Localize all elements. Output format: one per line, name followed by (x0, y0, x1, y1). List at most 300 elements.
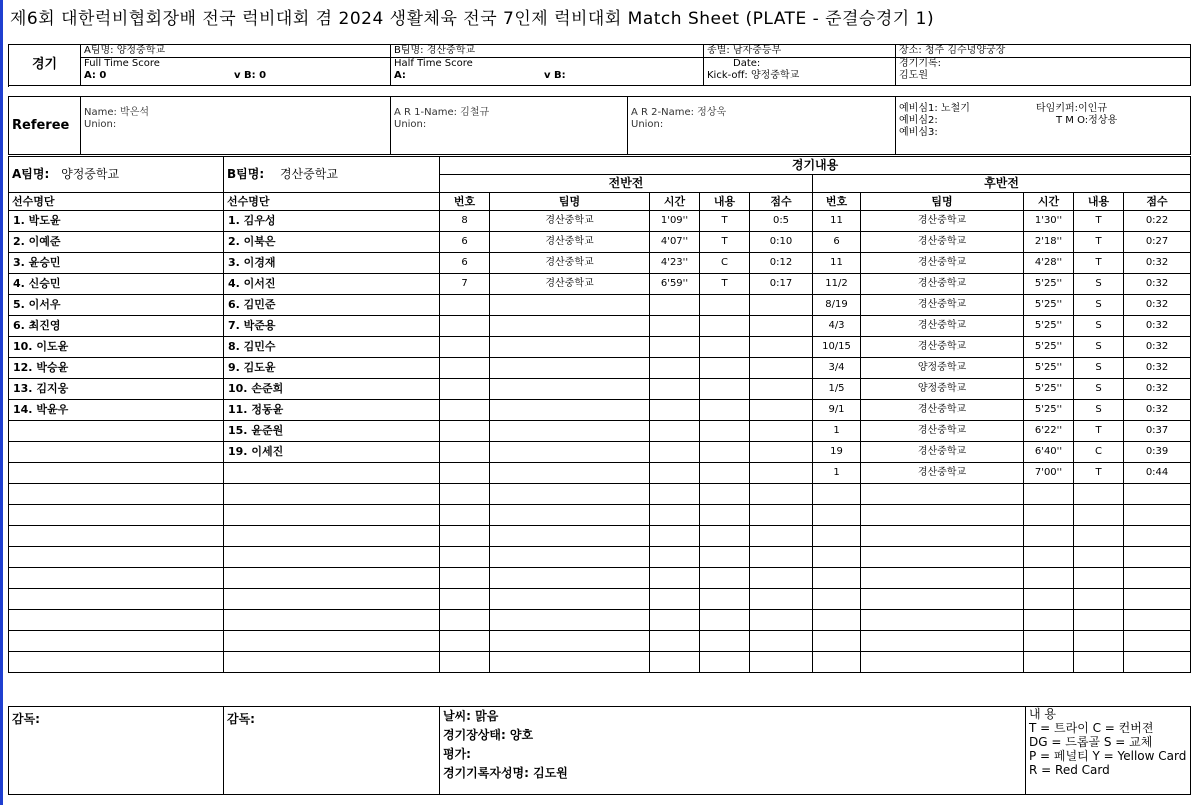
team-a-name: 양정중학교 (61, 167, 120, 181)
conditions-cell (440, 707, 1026, 795)
first-half-number (440, 610, 490, 631)
player-b: 15. 윤준원 (224, 421, 440, 442)
second-half-score (1124, 652, 1191, 673)
player-b: 4. 이서진 (224, 274, 440, 295)
first-half-score (750, 358, 813, 379)
recorder: 경기기록자성명: 김도원 (443, 766, 568, 780)
second-half-event: C (1074, 442, 1124, 463)
first-half-event (700, 295, 750, 316)
second-half-time: 6'40'' (1024, 442, 1074, 463)
first-half-team (490, 400, 650, 421)
first-half-time (650, 484, 700, 505)
second-half-number: 3/4 (813, 358, 861, 379)
legend-1: T = 트라이 C = 컨버젼 (1029, 721, 1154, 735)
second-half-score: 0:32 (1124, 316, 1191, 337)
second-half-event: S (1074, 337, 1124, 358)
legend-3: P = 페널티 Y = Yellow Card (1029, 749, 1187, 763)
first-half-team (490, 526, 650, 547)
second-half-event: S (1074, 274, 1124, 295)
first-half-team (490, 631, 650, 652)
second-half-event (1074, 631, 1124, 652)
second-half-event (1074, 547, 1124, 568)
reserve-2: 예비심2: (899, 115, 938, 126)
first-half-score: 0:10 (750, 232, 813, 253)
second-half-team: 경산중학교 (861, 400, 1024, 421)
first-half-score (750, 484, 813, 505)
second-half-time: 5'25'' (1024, 337, 1074, 358)
player-b: 10. 손준희 (224, 379, 440, 400)
second-half-team: 경산중학교 (861, 274, 1024, 295)
second-half-event: S (1074, 358, 1124, 379)
first-half-time: 4'07'' (650, 232, 700, 253)
player-a: 13. 김지웅 (9, 379, 224, 400)
first-half-time (650, 358, 700, 379)
referee-union: Union: (84, 119, 117, 130)
referee-cell (81, 97, 391, 155)
table-row (9, 316, 1191, 337)
first-half-event (700, 316, 750, 337)
player-b: 2. 이북은 (224, 232, 440, 253)
roster-b-label: 선수명단 (224, 193, 440, 211)
first-half-team (490, 421, 650, 442)
second-half-score (1124, 568, 1191, 589)
player-a: 1. 박도윤 (9, 211, 224, 232)
ar1-cell (391, 97, 628, 155)
table-row (9, 568, 1191, 589)
first-half-number (440, 505, 490, 526)
first-half-event (700, 379, 750, 400)
second-half-team: 경산중학교 (861, 316, 1024, 337)
first-half-col-4: 점수 (750, 193, 813, 211)
first-half-team (490, 358, 650, 379)
first-half-team (490, 316, 650, 337)
left-border-bar (0, 0, 3, 805)
first-half-score: 0:12 (750, 253, 813, 274)
first-half-time (650, 295, 700, 316)
first-half-time (650, 526, 700, 547)
player-b: 3. 이경재 (224, 253, 440, 274)
first-half-score (750, 421, 813, 442)
roster-score-table (8, 156, 1191, 673)
player-a (9, 631, 224, 652)
first-half-event (700, 589, 750, 610)
weather: 날씨: 맑음 (443, 709, 499, 723)
first-half-number (440, 652, 490, 673)
player-a (9, 484, 224, 505)
full-time-label: Full Time Score (84, 58, 160, 69)
second-half-time: 5'25'' (1024, 274, 1074, 295)
player-a (9, 652, 224, 673)
second-half-score (1124, 610, 1191, 631)
second-half-time: 5'25'' (1024, 316, 1074, 337)
half-time-label: Half Time Score (394, 58, 473, 69)
first-half-team (490, 568, 650, 589)
second-half-number (813, 652, 861, 673)
second-half-time: 5'25'' (1024, 295, 1074, 316)
second-half-time (1024, 568, 1074, 589)
ar2-union: Union: (631, 119, 664, 130)
ar1-union: Union: (394, 119, 427, 130)
second-half-number: 6 (813, 232, 861, 253)
player-b (224, 610, 440, 631)
first-half-number: 7 (440, 274, 490, 295)
second-half-score: 0:32 (1124, 274, 1191, 295)
team-a-header (9, 157, 224, 193)
full-time-score (81, 58, 391, 86)
second-half-number (813, 610, 861, 631)
first-half-time (650, 316, 700, 337)
roster-a-label: 선수명단 (9, 193, 224, 211)
first-half-score (750, 547, 813, 568)
half-time-b: v B: (544, 70, 566, 81)
first-half-number (440, 463, 490, 484)
second-half-team (861, 526, 1024, 547)
first-half-team (490, 505, 650, 526)
full-time-b: v B: 0 (234, 70, 267, 81)
first-half-header: 전반전 (440, 175, 813, 193)
player-a (9, 463, 224, 484)
legend-4: R = Red Card (1029, 763, 1110, 777)
second-half-score: 0:32 (1124, 400, 1191, 421)
first-half-number (440, 589, 490, 610)
second-half-team (861, 610, 1024, 631)
second-half-team: 경산중학교 (861, 295, 1024, 316)
second-half-team: 경산중학교 (861, 211, 1024, 232)
first-half-time (650, 421, 700, 442)
reserve-1: 예비심1: 노철기 (899, 103, 970, 114)
player-a (9, 421, 224, 442)
player-a (9, 589, 224, 610)
table-row (9, 631, 1191, 652)
player-a: 10. 이도윤 (9, 337, 224, 358)
first-half-team (490, 295, 650, 316)
first-half-number (440, 337, 490, 358)
second-half-score: 0:44 (1124, 463, 1191, 484)
first-half-team (490, 610, 650, 631)
second-half-time: 7'00'' (1024, 463, 1074, 484)
legend-2: DG = 드롭골 S = 교체 (1029, 735, 1153, 749)
team-a-label: A팀명: (12, 167, 50, 181)
second-half-team (861, 652, 1024, 673)
second-half-number (813, 484, 861, 505)
record-name: 김도원 (899, 70, 928, 81)
first-half-time (650, 631, 700, 652)
record-label: 경기기록: (899, 58, 942, 69)
coach-b: 감독: (224, 707, 440, 795)
player-b: 7. 박준용 (224, 316, 440, 337)
player-b: 1. 김우성 (224, 211, 440, 232)
player-b (224, 484, 440, 505)
first-half-event (700, 484, 750, 505)
first-half-number (440, 358, 490, 379)
first-half-team (490, 547, 650, 568)
division: 종별: 남자중등부 (704, 45, 896, 58)
ar2-cell (628, 97, 896, 155)
player-b (224, 568, 440, 589)
table-row (9, 337, 1191, 358)
second-half-score: 0:27 (1124, 232, 1191, 253)
player-b: 6. 김민준 (224, 295, 440, 316)
first-half-score (750, 463, 813, 484)
first-half-number: 6 (440, 232, 490, 253)
second-half-number (813, 568, 861, 589)
second-half-score (1124, 547, 1191, 568)
first-half-time: 4'23'' (650, 253, 700, 274)
player-a (9, 610, 224, 631)
second-half-team (861, 568, 1024, 589)
second-half-team: 경산중학교 (861, 253, 1024, 274)
first-half-time (650, 652, 700, 673)
first-half-number (440, 547, 490, 568)
table-row (9, 610, 1191, 631)
second-half-score: 0:32 (1124, 379, 1191, 400)
table-row (9, 526, 1191, 547)
second-half-time (1024, 505, 1074, 526)
second-half-score: 0:32 (1124, 358, 1191, 379)
officials-cell (896, 97, 1191, 155)
second-half-team (861, 631, 1024, 652)
player-a (9, 505, 224, 526)
second-half-time (1024, 652, 1074, 673)
first-half-number (440, 421, 490, 442)
first-half-number (440, 568, 490, 589)
first-half-number: 8 (440, 211, 490, 232)
footer-table (8, 706, 1191, 795)
second-half-time: 4'28'' (1024, 253, 1074, 274)
first-half-event (700, 442, 750, 463)
field-condition: 경기장상태: 양호 (443, 728, 534, 742)
first-half-event (700, 652, 750, 673)
player-b (224, 547, 440, 568)
first-half-team (490, 652, 650, 673)
second-half-time: 5'25'' (1024, 379, 1074, 400)
table-row (9, 253, 1191, 274)
first-half-event: T (700, 274, 750, 295)
second-half-number: 1/5 (813, 379, 861, 400)
second-half-event: S (1074, 400, 1124, 421)
second-half-event (1074, 505, 1124, 526)
first-half-number (440, 631, 490, 652)
first-half-team (490, 589, 650, 610)
second-half-team (861, 484, 1024, 505)
table-row (9, 505, 1191, 526)
second-half-event (1074, 484, 1124, 505)
player-a: 2. 이예준 (9, 232, 224, 253)
match-info-table (8, 44, 1191, 86)
kickoff: Kick-off: 양정중학교 (707, 70, 800, 81)
second-half-col-0: 번호 (813, 193, 861, 211)
full-time-a: A: 0 (84, 70, 107, 81)
second-half-time: 2'18'' (1024, 232, 1074, 253)
player-a: 14. 박윤우 (9, 400, 224, 421)
player-a (9, 526, 224, 547)
second-half-number (813, 547, 861, 568)
second-half-col-2: 시간 (1024, 193, 1074, 211)
second-half-team: 경산중학교 (861, 442, 1024, 463)
first-half-score (750, 631, 813, 652)
team-b-name: 경산중학교 (279, 167, 338, 181)
first-half-score (750, 505, 813, 526)
team-b-line: B팀명: 경산중학교 (391, 45, 704, 58)
coach-a: 감독: (9, 707, 224, 795)
reserve-3: 예비심3: (899, 127, 938, 138)
first-half-score (750, 337, 813, 358)
second-half-number: 11 (813, 253, 861, 274)
table-row (9, 652, 1191, 673)
timekeeper: 타임키퍼:이인규 (1036, 103, 1107, 114)
table-row (9, 232, 1191, 253)
second-half-number: 4/3 (813, 316, 861, 337)
second-half-score (1124, 526, 1191, 547)
second-half-number (813, 526, 861, 547)
first-half-score (750, 526, 813, 547)
second-half-header: 후반전 (813, 175, 1191, 193)
ar1-name: A R 1-Name: 김철규 (394, 107, 490, 118)
first-half-number (440, 442, 490, 463)
second-half-event: S (1074, 316, 1124, 337)
second-half-event: T (1074, 211, 1124, 232)
player-b: 9. 김도윤 (224, 358, 440, 379)
first-half-col-3: 내용 (700, 193, 750, 211)
half-time-a: A: (394, 70, 406, 81)
second-half-number: 9/1 (813, 400, 861, 421)
first-half-number (440, 316, 490, 337)
player-a: 4. 신승민 (9, 274, 224, 295)
first-half-number (440, 526, 490, 547)
first-half-score (750, 568, 813, 589)
first-half-event: C (700, 253, 750, 274)
second-half-score (1124, 484, 1191, 505)
second-half-number: 8/19 (813, 295, 861, 316)
second-half-event (1074, 652, 1124, 673)
first-half-team: 경산중학교 (490, 232, 650, 253)
second-half-team (861, 589, 1024, 610)
first-half-time (650, 337, 700, 358)
second-half-score: 0:39 (1124, 442, 1191, 463)
page-title: 제6회 대한럭비협회장배 전국 럭비대회 겸 2024 생활체육 전국 7인제 럭비대회 Match Sheet (PLATE - 준결승경기 1) (10, 9, 935, 29)
player-b (224, 631, 440, 652)
table-row (9, 463, 1191, 484)
first-half-event (700, 547, 750, 568)
team-b-header (224, 157, 440, 193)
player-b: 8. 김민수 (224, 337, 440, 358)
first-half-event (700, 631, 750, 652)
second-half-col-4: 점수 (1124, 193, 1191, 211)
first-half-time (650, 463, 700, 484)
tmo: T M O:정상용 (1056, 115, 1118, 126)
first-half-event (700, 421, 750, 442)
second-half-event: S (1074, 295, 1124, 316)
first-half-number (440, 379, 490, 400)
first-half-event (700, 358, 750, 379)
second-half-time: 5'25'' (1024, 358, 1074, 379)
table-row (9, 211, 1191, 232)
referee-table (8, 96, 1191, 155)
second-half-number (813, 631, 861, 652)
player-a: 6. 최진영 (9, 316, 224, 337)
first-half-score: 0:17 (750, 274, 813, 295)
second-half-time (1024, 484, 1074, 505)
second-half-time: 6'22'' (1024, 421, 1074, 442)
first-half-team (490, 463, 650, 484)
table-row (9, 442, 1191, 463)
player-a: 3. 윤승민 (9, 253, 224, 274)
player-b (224, 463, 440, 484)
second-half-score: 0:32 (1124, 253, 1191, 274)
first-half-score (750, 295, 813, 316)
first-half-event: T (700, 232, 750, 253)
table-row (9, 547, 1191, 568)
venue: 장소: 청주 김수녕양궁장 (896, 45, 1191, 58)
second-half-number: 1 (813, 421, 861, 442)
first-half-time (650, 505, 700, 526)
team-a-line: A팀명: 양정중학교 (81, 45, 391, 58)
player-b (224, 589, 440, 610)
second-half-time (1024, 589, 1074, 610)
first-half-number (440, 400, 490, 421)
first-half-team (490, 337, 650, 358)
player-b (224, 652, 440, 673)
first-half-time (650, 442, 700, 463)
first-half-team (490, 442, 650, 463)
first-half-time (650, 589, 700, 610)
half-time-score (391, 58, 704, 86)
record-cell (896, 58, 1191, 86)
team-b-label: B팀명: (227, 167, 265, 181)
first-half-team (490, 484, 650, 505)
first-half-col-1: 팀명 (490, 193, 650, 211)
first-half-number: 6 (440, 253, 490, 274)
first-half-col-0: 번호 (440, 193, 490, 211)
first-half-number (440, 295, 490, 316)
second-half-score (1124, 505, 1191, 526)
table-row (9, 358, 1191, 379)
table-row (9, 484, 1191, 505)
first-half-time (650, 610, 700, 631)
first-half-event (700, 526, 750, 547)
first-half-score (750, 652, 813, 673)
date-label: Date: (733, 58, 761, 69)
first-half-event (700, 337, 750, 358)
second-half-number (813, 505, 861, 526)
first-half-team: 경산중학교 (490, 274, 650, 295)
player-b: 11. 정동윤 (224, 400, 440, 421)
first-half-event (700, 400, 750, 421)
second-half-time (1024, 526, 1074, 547)
second-half-number: 1 (813, 463, 861, 484)
first-half-time (650, 568, 700, 589)
table-row (9, 379, 1191, 400)
second-half-time (1024, 610, 1074, 631)
first-half-event (700, 463, 750, 484)
legend-cell (1026, 707, 1191, 795)
player-b: 19. 이세진 (224, 442, 440, 463)
first-half-score (750, 610, 813, 631)
first-half-score (750, 379, 813, 400)
first-half-score (750, 589, 813, 610)
second-half-time: 1'30'' (1024, 211, 1074, 232)
second-half-event (1074, 610, 1124, 631)
second-half-time (1024, 631, 1074, 652)
player-b (224, 526, 440, 547)
second-half-col-3: 내용 (1074, 193, 1124, 211)
second-half-score: 0:37 (1124, 421, 1191, 442)
first-half-event: T (700, 211, 750, 232)
date-kickoff (704, 58, 896, 86)
player-a (9, 568, 224, 589)
first-half-score (750, 400, 813, 421)
player-a (9, 442, 224, 463)
